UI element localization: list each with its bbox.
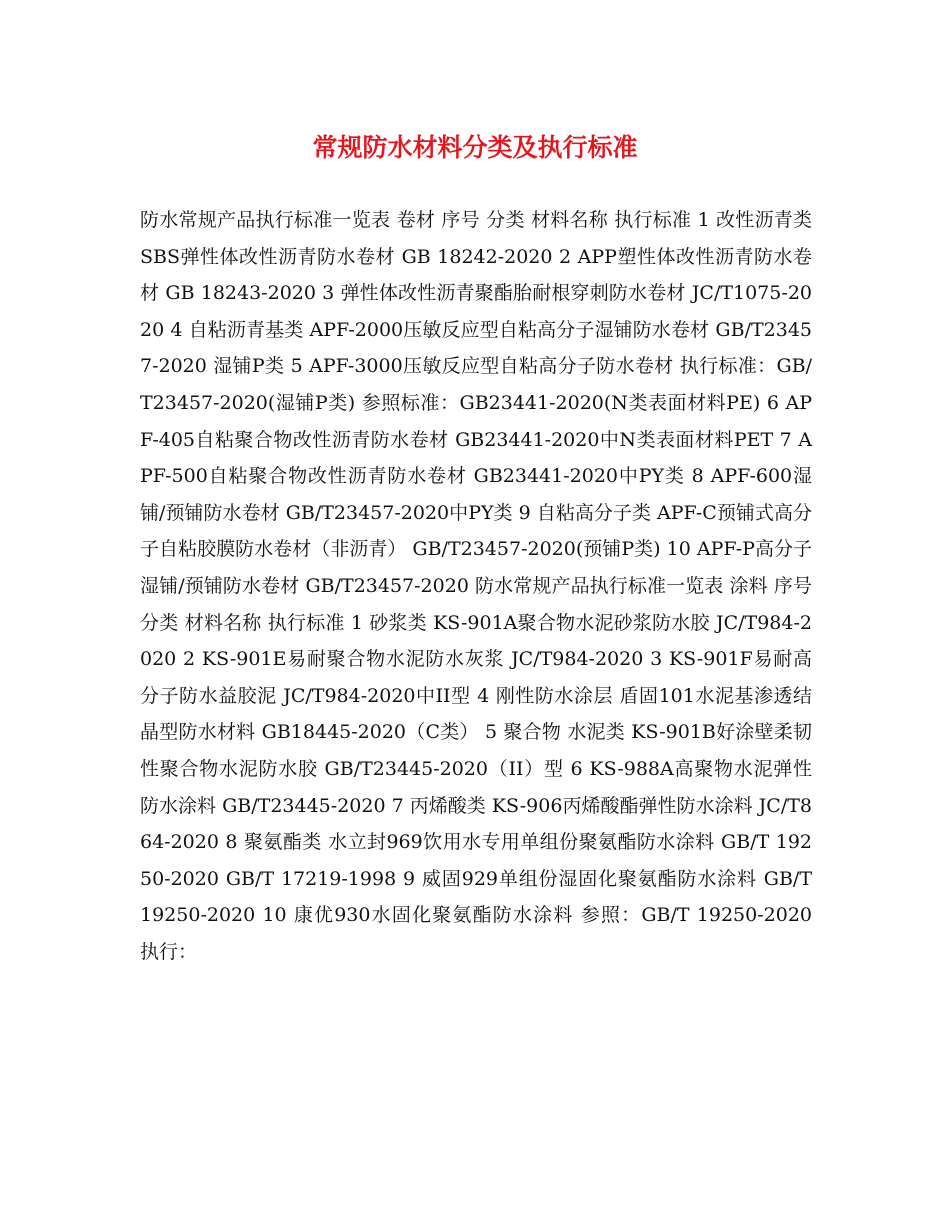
document-title: 常规防水材料分类及执行标准	[312, 133, 638, 162]
document-body-text: 防水常规产品执行标准一览表 卷材 序号 分类 材料名称 执行标准 1 改性沥青类 SBS弹性体改性沥青防水卷材 GB 18242-2020 2 APP塑性体改性沥青防水卷材 GB 18243-2020 3 弹性体改性沥青聚酯胎耐根穿刺防水卷材 JC/T1075-2020 4 自粘沥青基类 APF-2000压敏反应型自粘高分子湿铺防水卷材 GB/T23457-2020 湿铺P类 5 APF-3000压敏反应型自粘高分子防水卷材 执行标准：GB/T23457-2020(湿铺P类) 参照标准：GB23441-2020(N类表面材料PE) 6 APF-405自粘聚合物改性沥青防水卷材 GB23441-2020中N类表面材料PET 7 APF-500自粘聚合物改性沥青防水卷材 GB23441-2020中PY类 8 APF-600湿铺/预铺防水卷材 GB/T23457-2020中PY类 9 自粘高分子类 APF-C预铺式高分子自粘胶膜防水卷材（非沥青） GB/T23457-2020(预铺P类) 10 APF-P高分子湿铺/预铺防水卷材 GB/T23457-2020 防水常规产品执行标准一览表 涂料 序号 分类 材料名称 执行标准 1 砂浆类 KS-901A聚合物水泥砂浆防水胶 JC/T984-2020 2 KS-901E易耐聚合物水泥防水灰浆 JC/T984-2020 3 KS-901F易耐高分子防水益胶泥 JC/T984-2020中II型 4 刚性防水涂层 盾固101水泥基渗透结晶型防水材料 GB18445-2020（C类） 5 聚合物 水泥类 KS-901B好涂壁柔韧性聚合物水泥防水胶 GB/T23445-2020（II）型 6 KS-988A高聚物水泥弹性防水涂料 GB/T23445-2020 7 丙烯酸类 KS-906丙烯酸酯弹性防水涂料 JC/T864-2020 8 聚氨酯类 水立封969饮用水专用单组份聚氨酯防水涂料 GB/T 19250-2020 GB/T 17219-1998 9 威固929单组份湿固化聚氨酯防水涂料 GB/T 19250-2020 10 康优930水固化聚氨酯防水涂料 参照：GB/T 19250-2020 执行：	[140, 209, 812, 963]
